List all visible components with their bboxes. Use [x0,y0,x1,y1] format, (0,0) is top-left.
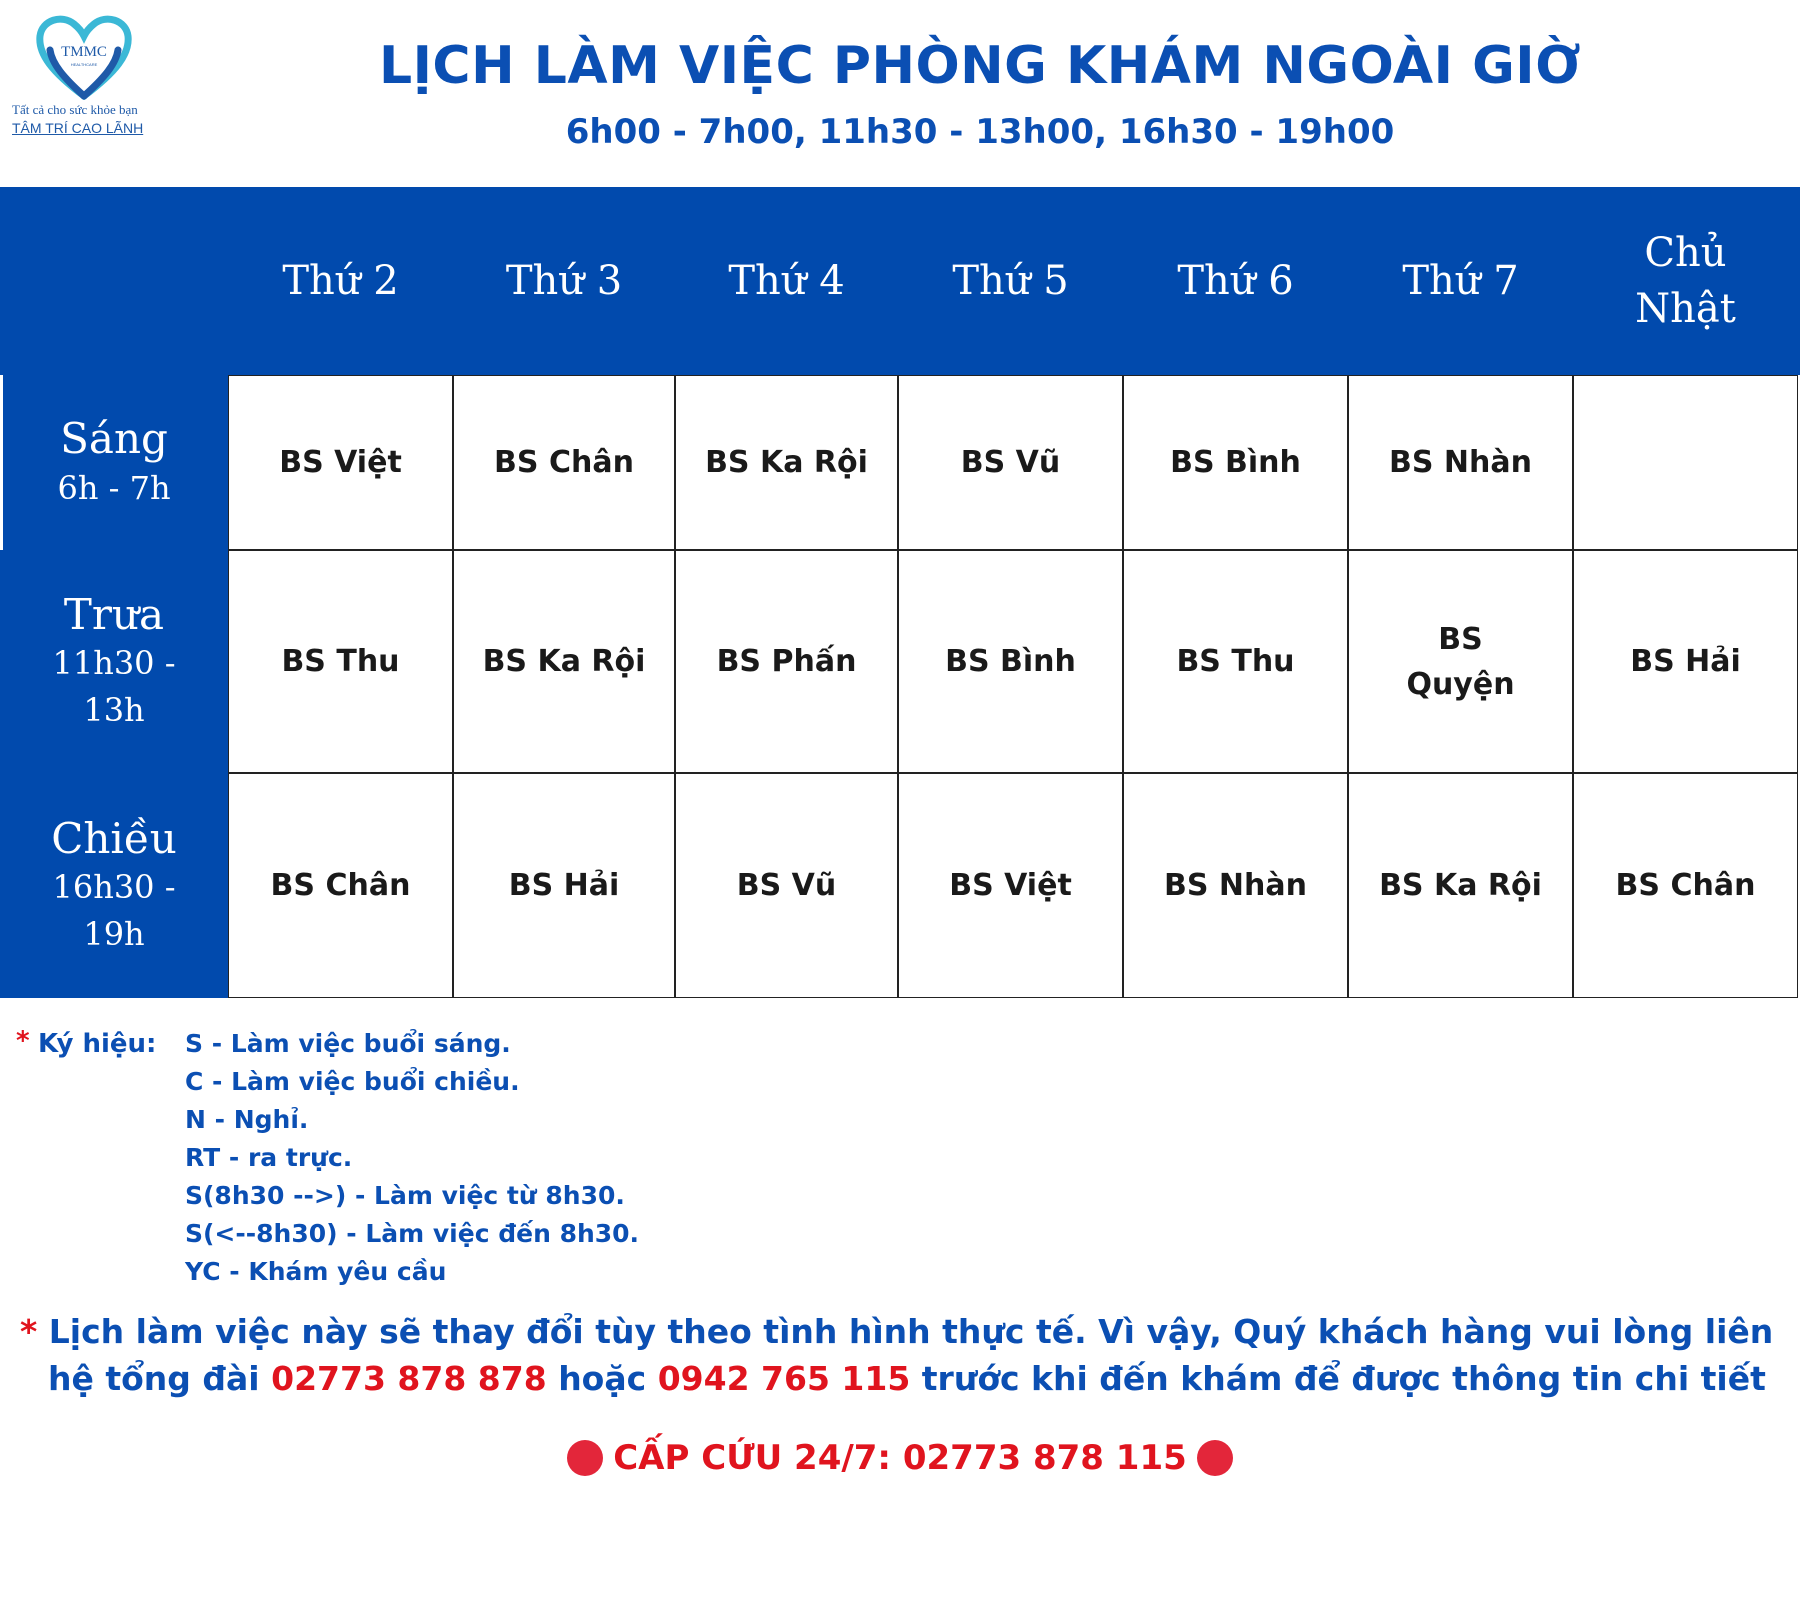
schedule-cell: BS Việt [228,375,453,550]
day-header-mon: Thứ 2 [282,258,399,304]
schedule-cell: BS Quyện [1348,550,1573,773]
schedule-cell: BS Phấn [675,550,898,773]
legend-item: S(8h30 -->) - Làm việc từ 8h30. [185,1181,625,1210]
period-noon [0,550,228,773]
period-name: Trưa [63,589,165,639]
schedule-cell [1573,375,1798,550]
day-header-fri: Thứ 6 [1177,258,1294,304]
page-title: LỊCH LÀM VIỆC PHÒNG KHÁM NGOÀI GIỜ [378,36,1582,96]
emergency-banner [0,1438,1800,1478]
legend-item: RT - ra trực. [185,1143,353,1172]
note-text-1: Lịch làm việc này sẽ thay đổi tùy theo tình hình thực tế. Vì vậy, Quý khách hàng vui lòng liên [48,1312,1774,1351]
logo-tagline: Tất cả cho sức khỏe bạn [12,102,138,117]
schedule-cell: BS Hải [1573,550,1798,773]
period-afternoon [0,773,228,998]
schedule-cell: BS Thu [228,550,453,773]
schedule-change-note [20,1308,1790,1402]
schedule-cell: BS Chân [228,773,453,998]
day-header-tue: Thứ 3 [505,258,623,304]
schedule-cell: BS Chân [453,375,675,550]
period-time: 16h30 - 19h [52,868,176,953]
schedule-cell: BS Ka Rội [675,375,898,550]
note-asterisk: * [20,1312,38,1351]
schedule-cell: BS Ka Rội [1348,773,1573,998]
legend-asterisk: * [16,1026,30,1056]
schedule-cell: BS Vũ [898,375,1123,550]
logo-mark-subtext: HEALTHCARE [70,62,98,67]
day-header-sat: Thứ 7 [1402,258,1519,304]
schedule-cell: BS Việt [898,773,1123,998]
legend-item: S - Làm việc buổi sáng. [185,1029,511,1058]
schedule-cell: BS Vũ [675,773,898,998]
day-header-wed: Thứ 4 [728,258,845,304]
red-dot-icon [1197,1440,1233,1476]
legend-item: N - Nghỉ. [185,1105,309,1134]
logo-name: TÂM TRÍ CAO LÃNH [12,120,144,136]
page-subtitle: 6h00 - 7h00, 11h30 - 13h00, 16h30 - 19h00 [565,112,1395,152]
period-name: Chiều [51,813,177,863]
legend-label: Ký hiệu: [38,1029,157,1059]
legend-item: S(<--8h30) - Làm việc đến 8h30. [185,1219,640,1248]
mobile-phone[interactable]: 0942 765 115 [657,1359,911,1398]
red-dot-icon [567,1440,603,1476]
period-morning [0,375,228,550]
schedule-cell: BS Bình [898,550,1123,773]
schedule-cell: BS Hải [453,773,675,998]
note-line-1 [20,1308,1790,1355]
schedule-cell: BS Nhàn [1123,773,1348,998]
period-time: 11h30 - 13h [52,644,176,729]
note-text-2b: hoặc [558,1359,647,1398]
note-text-2c: trước khi đến khám để được thông tin chi tiết [921,1359,1766,1398]
period-name: Sáng [60,414,168,464]
schedule-cell: BS Nhàn [1348,375,1573,550]
schedule-cell: BS Thu [1123,550,1348,773]
hotline-phone[interactable]: 02773 878 878 [271,1359,547,1398]
day-header-thu: Thứ 5 [952,258,1069,304]
schedule-cell: BS Ka Rội [453,550,675,773]
logo-mark-text: TMMC [61,44,107,60]
schedule-cell: BS Bình [1123,375,1348,550]
period-time: 6h - 7h [57,468,171,507]
legend-item: YC - Khám yêu cầu [185,1257,447,1286]
note-text-2a: hệ tổng đài [48,1359,260,1398]
schedule-cell: BS Chân [1573,773,1798,998]
emergency-text[interactable]: CẤP CỨU 24/7: 02773 878 115 [613,1438,1187,1478]
legend-list [185,1025,639,1291]
day-header-sun: Chủ Nhật [1635,230,1736,332]
note-line-2 [20,1355,1790,1402]
legend-item: C - Làm việc buổi chiều. [185,1067,520,1096]
